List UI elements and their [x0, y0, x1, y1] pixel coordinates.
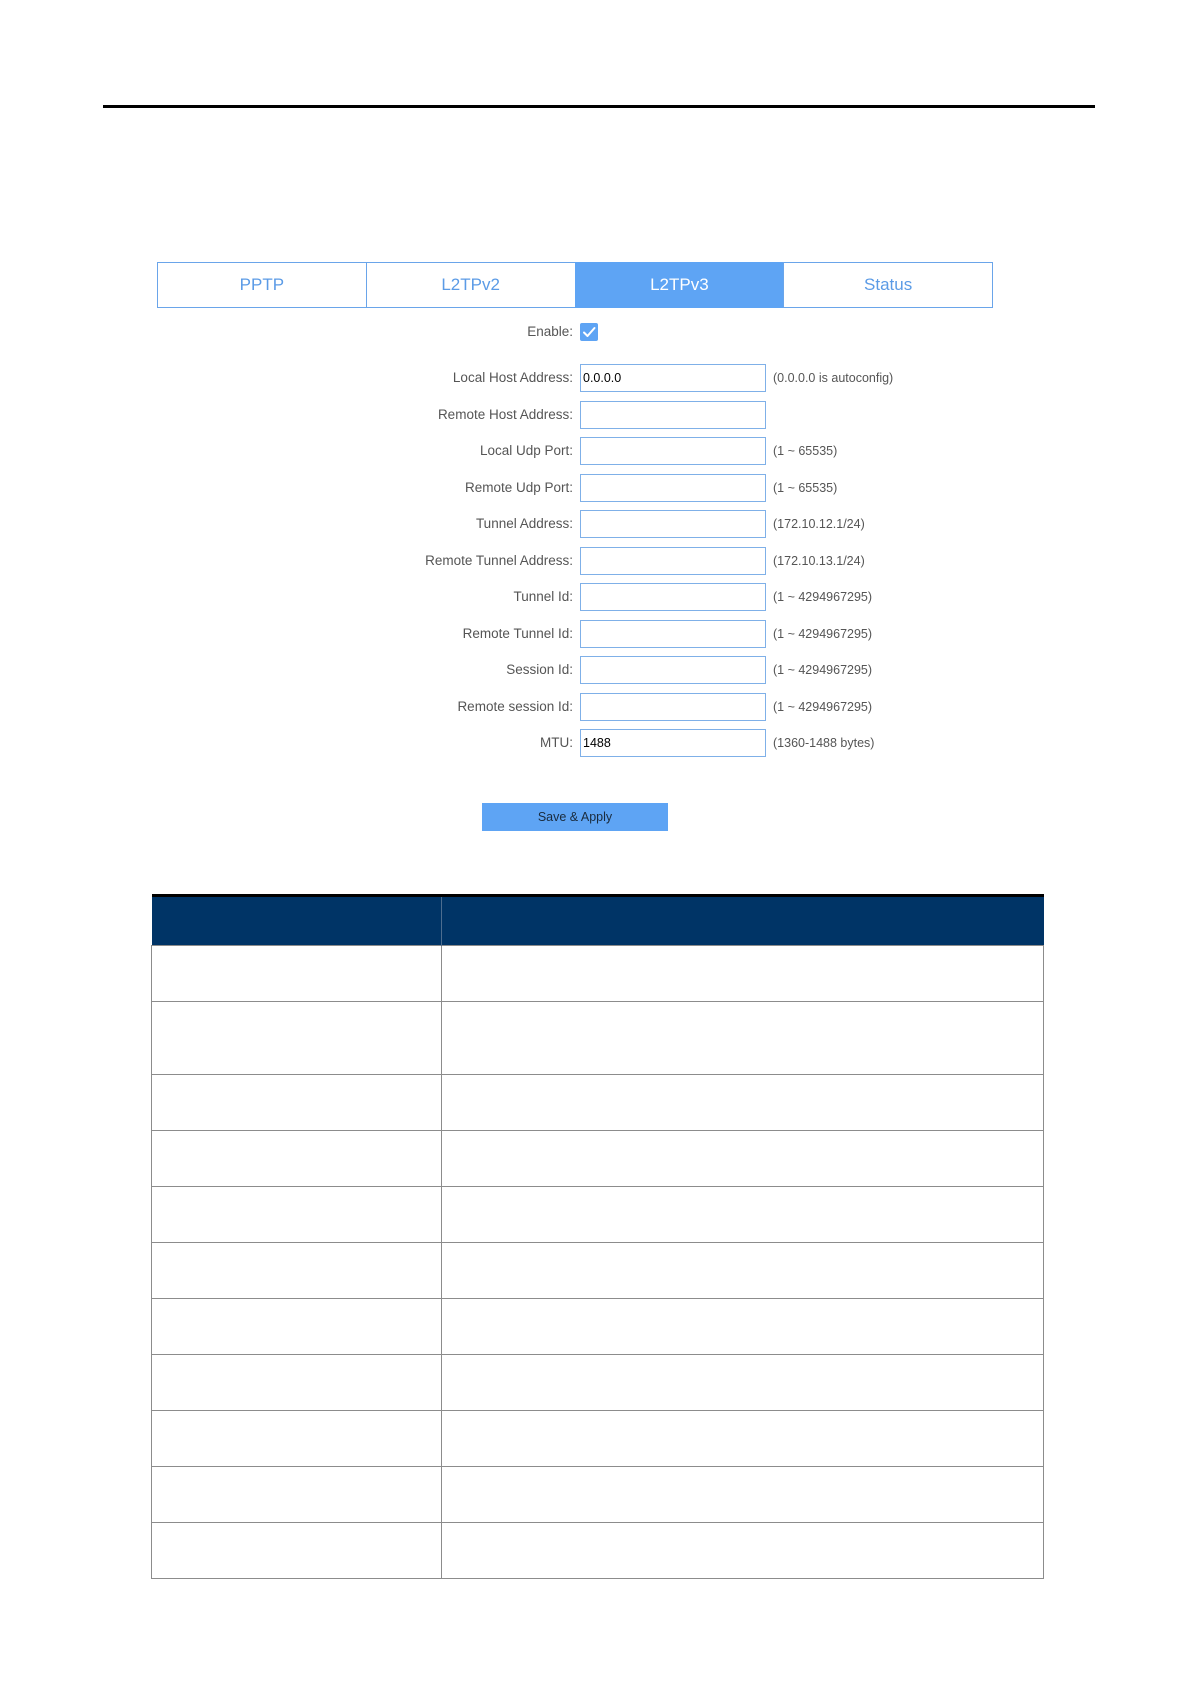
table-row — [152, 1299, 1044, 1355]
table-row — [152, 1467, 1044, 1523]
tunnel-id-label: Tunnel Id: — [513, 589, 573, 604]
parameter-description-table — [151, 894, 1044, 1579]
table-cell — [152, 1355, 442, 1411]
save-apply-button[interactable]: Save & Apply — [482, 803, 668, 831]
remote-session-id-label: Remote session Id: — [457, 699, 573, 714]
table-cell — [442, 1467, 1044, 1523]
remote-tunnel-id-input[interactable] — [580, 620, 766, 648]
table-row — [152, 1243, 1044, 1299]
remote-host-address-input[interactable] — [580, 401, 766, 429]
session-id-label: Session Id: — [506, 662, 573, 677]
local-host-address-row — [0, 364, 1191, 392]
tunnel-address-input[interactable] — [580, 510, 766, 538]
local-host-address-hint: (0.0.0.0 is autoconfig) — [773, 371, 894, 385]
local-udp-port-input[interactable] — [580, 437, 766, 465]
table-cell — [442, 1355, 1044, 1411]
table-cell — [152, 1523, 442, 1579]
remote-host-address-row — [0, 401, 1191, 429]
table-cell — [152, 1131, 442, 1187]
remote-tunnel-address-input[interactable] — [580, 547, 766, 575]
session-id-input[interactable] — [580, 656, 766, 684]
table-cell — [442, 946, 1044, 1002]
table-header-cell — [152, 896, 442, 946]
remote-tunnel-address-label: Remote Tunnel Address: — [425, 553, 573, 568]
remote-tunnel-id-hint: (1 ~ 4294967295) — [773, 627, 873, 641]
mtu-input[interactable] — [580, 729, 766, 757]
tunnel-address-row — [0, 510, 1191, 538]
remote-session-id-row — [0, 693, 1191, 721]
local-udp-port-hint: (1 ~ 65535) — [773, 444, 838, 458]
table-header-cell — [442, 896, 1044, 946]
table-cell — [152, 1299, 442, 1355]
table-row — [152, 1355, 1044, 1411]
tab-bar — [157, 262, 993, 308]
tunnel-id-row — [0, 583, 1191, 611]
tab-pptp[interactable]: PPTP — [157, 262, 367, 308]
remote-tunnel-address-row — [0, 547, 1191, 575]
session-id-row — [0, 656, 1191, 684]
table-cell — [442, 1187, 1044, 1243]
table-cell — [152, 1075, 442, 1131]
tunnel-address-hint: (172.10.12.1/24) — [773, 517, 865, 531]
remote-udp-port-input[interactable] — [580, 474, 766, 502]
table-row — [152, 1411, 1044, 1467]
tab-l2tpv2[interactable]: L2TPv2 — [366, 262, 576, 308]
session-id-hint: (1 ~ 4294967295) — [773, 663, 873, 677]
remote-tunnel-id-label: Remote Tunnel Id: — [462, 626, 573, 641]
tunnel-address-label: Tunnel Address: — [475, 516, 573, 531]
table-cell — [152, 1467, 442, 1523]
local-udp-port-row — [0, 437, 1191, 465]
table-row — [152, 1075, 1044, 1131]
local-host-address-label: Local Host Address: — [452, 370, 573, 385]
tunnel-id-input[interactable] — [580, 583, 766, 611]
remote-host-address-label: Remote Host Address: — [437, 407, 573, 422]
table-cell — [152, 1002, 442, 1075]
tab-l2tpv3[interactable]: L2TPv3 — [575, 262, 785, 308]
table-row — [152, 1131, 1044, 1187]
table-row — [152, 946, 1044, 1002]
tunnel-id-hint: (1 ~ 4294967295) — [773, 590, 873, 604]
checkmark-icon — [580, 323, 598, 341]
table-row — [152, 1002, 1044, 1075]
table-cell — [442, 1002, 1044, 1075]
table-cell — [442, 1523, 1044, 1579]
remote-udp-port-hint: (1 ~ 65535) — [773, 481, 838, 495]
table-cell — [152, 946, 442, 1002]
remote-tunnel-id-row — [0, 620, 1191, 648]
table-row — [152, 1523, 1044, 1579]
remote-udp-port-label: Remote Udp Port: — [464, 480, 573, 495]
mtu-row — [0, 729, 1191, 757]
remote-udp-port-row — [0, 474, 1191, 502]
table-cell — [442, 1075, 1044, 1131]
tab-status[interactable]: Status — [783, 262, 993, 308]
top-divider — [103, 105, 1095, 108]
enable-label: Enable: — [527, 324, 573, 339]
mtu-hint: (1360-1488 bytes) — [773, 736, 875, 750]
table-cell — [152, 1187, 442, 1243]
table-cell — [442, 1299, 1044, 1355]
table-cell — [152, 1243, 442, 1299]
enable-checkbox[interactable] — [580, 323, 598, 341]
table-header-row — [152, 896, 1044, 946]
local-host-address-input[interactable] — [580, 364, 766, 392]
table-cell — [442, 1131, 1044, 1187]
table-cell — [442, 1411, 1044, 1467]
local-udp-port-label: Local Udp Port: — [479, 443, 573, 458]
table-row — [152, 1187, 1044, 1243]
remote-tunnel-address-hint: (172.10.13.1/24) — [773, 554, 865, 568]
remote-session-id-hint: (1 ~ 4294967295) — [773, 700, 873, 714]
table-cell — [152, 1411, 442, 1467]
mtu-label: MTU: — [540, 735, 573, 750]
enable-row — [0, 318, 1191, 346]
table-cell — [442, 1243, 1044, 1299]
remote-session-id-input[interactable] — [580, 693, 766, 721]
